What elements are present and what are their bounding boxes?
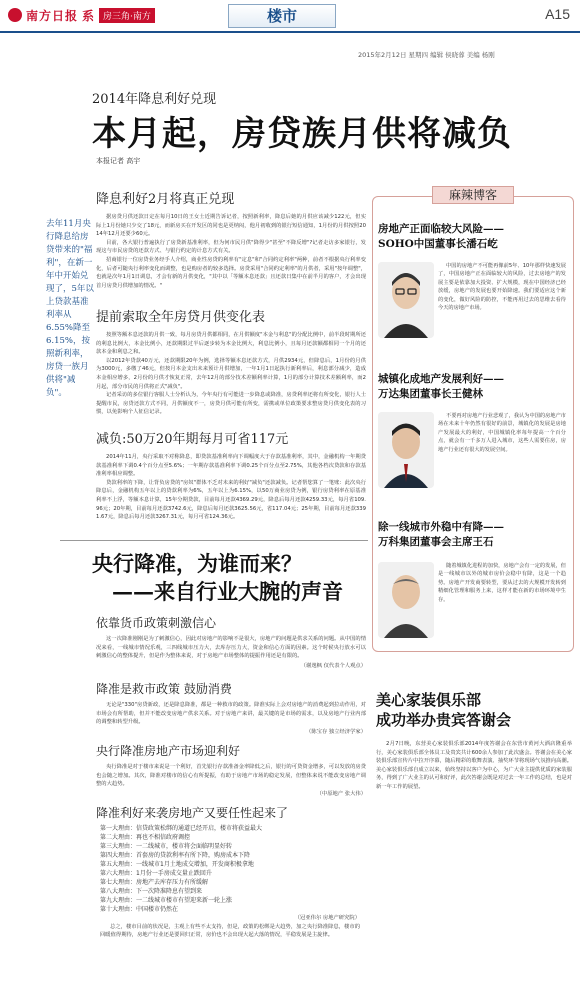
feature-item-title: 降准是救市政策 鼓励消费 xyxy=(96,682,232,696)
headline: 本月起，房贷族月供将减负 xyxy=(92,114,512,154)
paragraph: 央行降准是对于楼市来说是一个利好，首先银行存款准备金率降低之后，银行的可贷资金增多，可以发放的房贷也会随之增加。其次，降准对楼市的信心有所提振，有助于房地产市场的稳定发展，但整体来说不能改变房地产调整的大趋势。 xyxy=(96,764,366,788)
club-title xyxy=(376,690,511,730)
list-item: 第九大理由：一二线城市楼市有望迎来新一轮上涨 xyxy=(100,897,233,904)
blog-title-line-2: 万科集团董事会主席王石 xyxy=(378,536,494,548)
club-body: 2月7日晚，东营美心家装俱乐部2014年度答谢会在东营市黄河大酒店隆重举行，美心家装俱乐部全体员工及贵宾共计600余人参加了此次盛会。答谢会在美心家装俱乐部宣传片中拉开序幕，随后精彩的歌舞表演、抽奖环节将现场气氛推向高潮。美心家装俱乐部自成立以来，始终坚持以客户为中心，为广大业主提供优质的家装服务，得到了广大业主的认可和好评，此次答谢会既是对过去一年工作的总结，也是对新一年工作的展望。 xyxy=(376,741,572,790)
list-item: 第二大理由：再也不相信政府调控 xyxy=(100,834,191,841)
blog-title-line-2: 万达集团董事长王健林 xyxy=(378,388,483,400)
paragraph: 无论是"330"房贷新政，还是降息降准，都是一种救市的政策。降准实际上会对房地产的消费起到拉动作用，对市场会有所帮助，但并不能改变房地产供求关系。对于房地产来讲，最关键的是市场的需求，以及房地产行业内部的调整和转型升级。 xyxy=(96,702,366,726)
attribution: （陈宝存 独立经济学家） xyxy=(306,728,366,735)
list-item: 第十大理由：中国楼市仍然在 xyxy=(100,906,179,913)
reasons-list xyxy=(100,824,360,939)
paragraph: 以2012年贷款40万元，还款期限20年为例，选择等额本息还款方式，月供2934元，但降息后，1月份的月供为3000元，多缴了46元，但按月本金支出未来预计月供增加，一年1月1日起执行新利率后，利息部分减少，造成本金相应增多，2月份的月供才恢复正常，去年12月的部分技术差额利率计算，1月的部分计算技术差额利率，而2月起，部分市民的月供将正式"减负"。 xyxy=(96,357,366,390)
kicker: 2014年降息利好兑现 xyxy=(92,92,217,107)
logo-text: 南方日报 xyxy=(26,8,79,23)
masthead-rule xyxy=(0,31,580,33)
article-section-1 xyxy=(96,188,366,290)
logo-sub: 系 xyxy=(82,8,96,23)
feature-item-title: 央行降准房地产市场迎利好 xyxy=(96,744,241,758)
paragraph: 按照等额本息还款的月供一致，每月房贷月供都相同，在月供额度"本金与利息"的分配比例中，前半段时期所还的利息比例大，本金比例小，还款期限过半后逐步转为本金比例大，利息比例小，且每月还款额都相同一个月的还款本金和利息之和。 xyxy=(96,332,366,356)
feature-title-line-2: ——来自行业大腕的声音 xyxy=(112,579,343,604)
paragraph: 目前，各大银行普遍执行了房贷新基准利率，但为何市民月供"降得少"甚至"不降反增"?记者走访多家银行，发现这与市民房贷的还款方式、与银行约定的计息方式有关。 xyxy=(96,239,366,255)
blog-title xyxy=(378,520,504,550)
blog-title-line-1: 房地产正面临较大风险—— xyxy=(378,223,504,235)
paragraph: 这一次降准刚刚是为了刺激信心，因此对房地产的影响不是很大，房地产的问题是供求关系的问题。从中国的情况来看，一线城市情况乐观，三四线城市压力大，去库存压力大，资金和信心方面的因素。这个时候央行放水可以刺激信心的整体提升，但是作为整体来说，对于房地产市场整体的提振作用还是有限的。 xyxy=(96,636,366,660)
newspaper-logo[interactable] xyxy=(8,6,155,24)
attribution: （冠亚伟尔 房地产研究院） xyxy=(294,915,360,921)
portrait-image xyxy=(378,412,434,488)
list-item: 第七大理由：房地产去库存压力有所缓解 xyxy=(100,879,209,886)
article-section-3 xyxy=(96,428,366,522)
masthead xyxy=(0,0,580,30)
list-item: 第五大理由：一线城市1月土地成交增加，开发商积极拿地 xyxy=(100,861,254,868)
blog-title-line-1: 除一线城市外稳中有降—— xyxy=(378,521,504,533)
section-title: 降息利好2月将真正兑现 xyxy=(96,192,235,207)
list-item: 第一大理由：信贷政策松绑的通道已经开启，楼市将获益最大 xyxy=(100,825,263,832)
lead-summary: 去年11月央行降息给房贷带来的"福利"，在新一年中开始兑现了，5年以上贷款基准利率从6.55%降至6.15%，按照新利率，房贷一族月供将"减负"。 xyxy=(46,219,94,398)
logo-icon xyxy=(8,8,22,22)
paragraph: 记者采访的多位银行客服人士分析认为，今年央行有可能进一步降息或降准，房贷利率还将有所变化，银行人士提醒市民，房贷还款方式不同，月供额度不一，房贷月供可能有所变，需携或单位政策要求整房贷月供变化表的习惯，以免影响个人征信记录。 xyxy=(96,392,366,416)
list-item: 第三大理由：一二线城市，楼市将会面临明显好转 xyxy=(100,843,233,850)
feature-title xyxy=(92,550,343,606)
section-title: 减负:50万20年期每月可省117元 xyxy=(96,432,289,447)
list-item: 第八大理由：下一次降准降息有望到来 xyxy=(100,888,203,895)
list-item: 第四大理由：首套房的贷款利率有所下降，购房成本下降 xyxy=(100,852,251,859)
blog-body: 随着城镇化进程的加快，房地产会有一定的发展，但是一线城市以外的城市房价会稳中有降，这是一个趋势。房地产开发商要转型，要从过去的大规模开发转到精细化管理和服务上来，这样才能在新的市场环境中生存。 xyxy=(438,563,566,603)
club-title-line-1: 美心家装俱乐部 xyxy=(376,691,482,709)
blog-body: 不要再对房地产行业悲观了，我认为中国的房地产市场在未来十年仍然有很好的前景，城镇化的发展是房地产发展最大的利好，中国城镇化率每年提高一个百分点，就会有一千多万人进入城市，这些人需要住房，房地产行业还有很大的发展空间。 xyxy=(438,413,566,453)
feature-item-title: 依靠货币政策刺激信心 xyxy=(96,616,217,630)
byline: 本报记者 高宇 xyxy=(96,157,141,165)
portrait-image xyxy=(378,562,434,638)
person-portrait-icon xyxy=(378,412,434,488)
divider xyxy=(60,540,368,541)
blog-body: 中国的房地产不可能再像前5年、10年那样快速发展了，中国房地产正在面临较大的风险，过去房地产的发展主要是依靠加大投资、扩大规模，现在中国经济已经放缓，房地产的发展也要开始降速。我们要适应这个新的变化，做好风险的防控，不能再用过去的思维去看待今天的房地产市场。 xyxy=(438,263,566,312)
feature-title-line-1: 央行降准，为谁而来？ xyxy=(92,551,302,576)
blog-title xyxy=(378,222,504,252)
person-portrait-icon xyxy=(378,562,434,638)
feature-item-3 xyxy=(96,742,366,797)
attribution: （谢逸枫 仅代表个人观点） xyxy=(300,662,366,669)
section-tab[interactable]: 楼市 xyxy=(228,4,336,28)
blog-title xyxy=(378,372,504,402)
article-section-2 xyxy=(96,306,366,417)
blog-title-line-1: 城镇化成地产发展利好—— xyxy=(378,373,504,385)
paragraph: 2014年11月，央行采取不对称降息，即贷款基准利率向下调幅度大于存款基准利率，其中，金融机构一年期贷款基准利率下调0.4个百分点至5.6%；一年期存款基准利率下调0.25个百分点至2.75%，其他各档次贷款和存款基准利率相应调整。 xyxy=(96,454,366,478)
paragraph: 据房贷月供还款日定在每月10日的王女士近期告诉记者，按照新利率，降息后她的月供应该减少122元，但实际上1月份她只少交了18元，而新房买在开发区的同也是更纳闷，他月初收到的银行短信通知，1月份的月供按照2014年12月还要少60元。 xyxy=(96,214,366,238)
paragraph: 招商银行一位房贷业务经手人介绍，商业性房贷的利率有"定息"和"合同约定利率"两种，前者不根据央行利率变化，后者可随央行利率变化而调整，也是购房者的较多选择。房贷采用"合同约定利率"的月供者，采用"按年调整"，也就是次年1月1日调息，才会有新的月供变化，"其中以「等额本息还款」且还款日集中在前半月的客户，才会出现首月房贷月供增加的情况。" xyxy=(96,256,366,289)
feature-item-1 xyxy=(96,614,366,669)
feature-item-4 xyxy=(96,804,366,821)
logo-tag: 房三角·南方 xyxy=(99,8,155,23)
paragraph: 总之，楼市目前的状况是，主观上有些不太支持，但是，政策的松绑是大趋势，加之央行降准降息，楼市的回暖值得期待，房地产行业还是要回归正常，房价也不会出现大起大落的情况，平稳发展是主旋律。 xyxy=(100,924,360,939)
feature-item-title: 降准利好来袭房地产又要任性起来了 xyxy=(96,806,289,820)
club-title-line-2: 成功举办贵宾答谢会 xyxy=(376,711,512,729)
section-title: 提前索取全年房贷月供变化表 xyxy=(96,310,266,325)
blog-title-line-2: SOHO中国董事长潘石屹 xyxy=(378,238,498,250)
page-number: A15 xyxy=(545,6,570,22)
paragraph: 贷款利率的下降，让背负房贷的"房奴"群体不乏对未来的利好"减负"还款减负。记者帮您算了一笔账：此次央行降息后，金融机构五年以上的贷款利率为6%，五年以上为6.15%，以50万商业房贷为例，银行房贷利率在原基准利率不上浮，等额本息计算，15年分期贷款，目前每月还款4369.29元，降息后每月还款4259.33元，每月省109.96元；20年期，目前每月还款3742.6元，降息后每月还款3625.56元，省117.04元；25年期，目前每月还款3391.67元，降息后每月还款3267.31元，每月可省124.36元。 xyxy=(96,479,366,521)
spicy-blog-tab: 麻辣博客 xyxy=(432,186,514,204)
feature-item-2 xyxy=(96,680,366,735)
person-portrait-icon xyxy=(378,262,434,338)
portrait-image xyxy=(378,262,434,338)
list-item: 第六大理由：1月份一手房成交量止跌回升 xyxy=(100,870,212,877)
issue-meta: 2015年2月12日 星期四 编辑 侯晓蓉 美编 杨刚 xyxy=(358,51,495,59)
attribution: （中原地产 张大伟） xyxy=(316,790,366,797)
